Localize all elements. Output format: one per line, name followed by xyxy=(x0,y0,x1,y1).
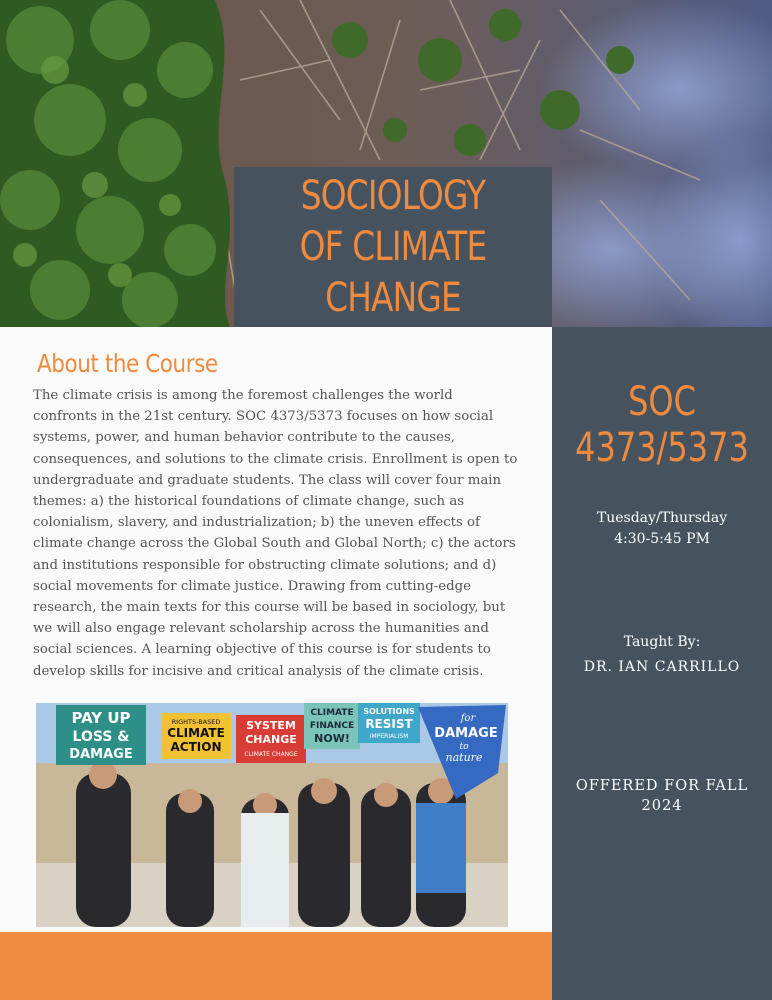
offered-term xyxy=(552,776,772,816)
offered-term-line-1: OFFERED FOR FALL xyxy=(575,778,749,794)
course-info-sidebar xyxy=(552,327,772,1000)
protest-photo xyxy=(36,703,508,927)
svg-text:ACTION: ACTION xyxy=(170,740,222,754)
sign-resist-imperialism xyxy=(358,703,420,743)
about-heading: About the Course xyxy=(37,349,218,378)
taught-by-label: Taught By: xyxy=(623,634,701,650)
course-title-line-2: OF CLIMATE xyxy=(299,224,487,270)
svg-text:CLIMATE: CLIMATE xyxy=(167,726,225,740)
footer-band xyxy=(0,932,552,1000)
schedule-time: 4:30-5:45 PM xyxy=(614,531,710,547)
svg-text:RIGHTS-BASED: RIGHTS-BASED xyxy=(171,718,221,726)
svg-text:for: for xyxy=(460,713,476,724)
svg-text:CLIMATE CHANGE: CLIMATE CHANGE xyxy=(244,751,298,758)
svg-text:LOSS &: LOSS & xyxy=(72,729,130,745)
svg-text:DAMAGE: DAMAGE xyxy=(434,726,498,741)
course-title xyxy=(263,167,524,324)
svg-text:SOLUTIONS: SOLUTIONS xyxy=(363,707,415,716)
title-box xyxy=(234,167,552,327)
sign-system-change xyxy=(236,715,306,763)
svg-text:SYSTEM: SYSTEM xyxy=(246,719,296,732)
svg-text:PAY UP: PAY UP xyxy=(71,709,131,727)
svg-text:DAMAGE: DAMAGE xyxy=(69,747,133,762)
protest-image xyxy=(36,703,508,927)
svg-text:to: to xyxy=(459,742,469,752)
svg-text:CHANGE: CHANGE xyxy=(245,733,297,746)
sign-pay-up xyxy=(56,705,146,765)
svg-text:IMPERIALISM: IMPERIALISM xyxy=(369,733,409,740)
about-section xyxy=(0,327,552,932)
course-title-line-1: SOCIOLOGY xyxy=(300,173,486,219)
course-code-line-1: SOC xyxy=(628,379,696,425)
svg-text:NOW!: NOW! xyxy=(314,732,350,745)
sign-climate-finance xyxy=(304,703,360,749)
instructor-name: DR. IAN CARRILLO xyxy=(583,659,741,675)
course-code-line-2: 4373/5373 xyxy=(575,425,749,471)
schedule xyxy=(552,508,772,550)
sign-climate-action xyxy=(161,713,231,759)
about-body: The climate crisis is among the foremost challenges the world confronts in the 21st century. SOC 4373/5373 focuses on how social systems, power, and human behavior contribute to the causes, consequences, and solutions to the climate crisis. Enrollment is open to undergraduate and graduate students. The class will cover four main themes: a) the historical foundations of climate change, such as colonialism, slavery, and industrialization; b) the uneven effects of climate change across the Global South and Global North; c) the actors and institutions responsible for obstructing climate solutions; and d) social movements for climate justice. Drawing from cutting-edge research, the main texts for this course will be based in sociology, but we will also engage relevant scholarship across the humanities and social sciences. A learning objective of this course is for students to develop skills for incisive and critical analysis of the climate crisis. xyxy=(33,388,518,679)
svg-text:FINANCE: FINANCE xyxy=(309,721,355,731)
schedule-days: Tuesday/Thursday xyxy=(596,510,728,526)
offered-term-line-2: 2024 xyxy=(641,798,683,814)
svg-text:CLIMATE: CLIMATE xyxy=(310,708,354,718)
svg-text:nature: nature xyxy=(445,751,483,764)
course-title-line-3: CHANGE xyxy=(325,275,461,321)
course-code xyxy=(574,379,750,471)
svg-text:RESIST: RESIST xyxy=(365,717,413,731)
